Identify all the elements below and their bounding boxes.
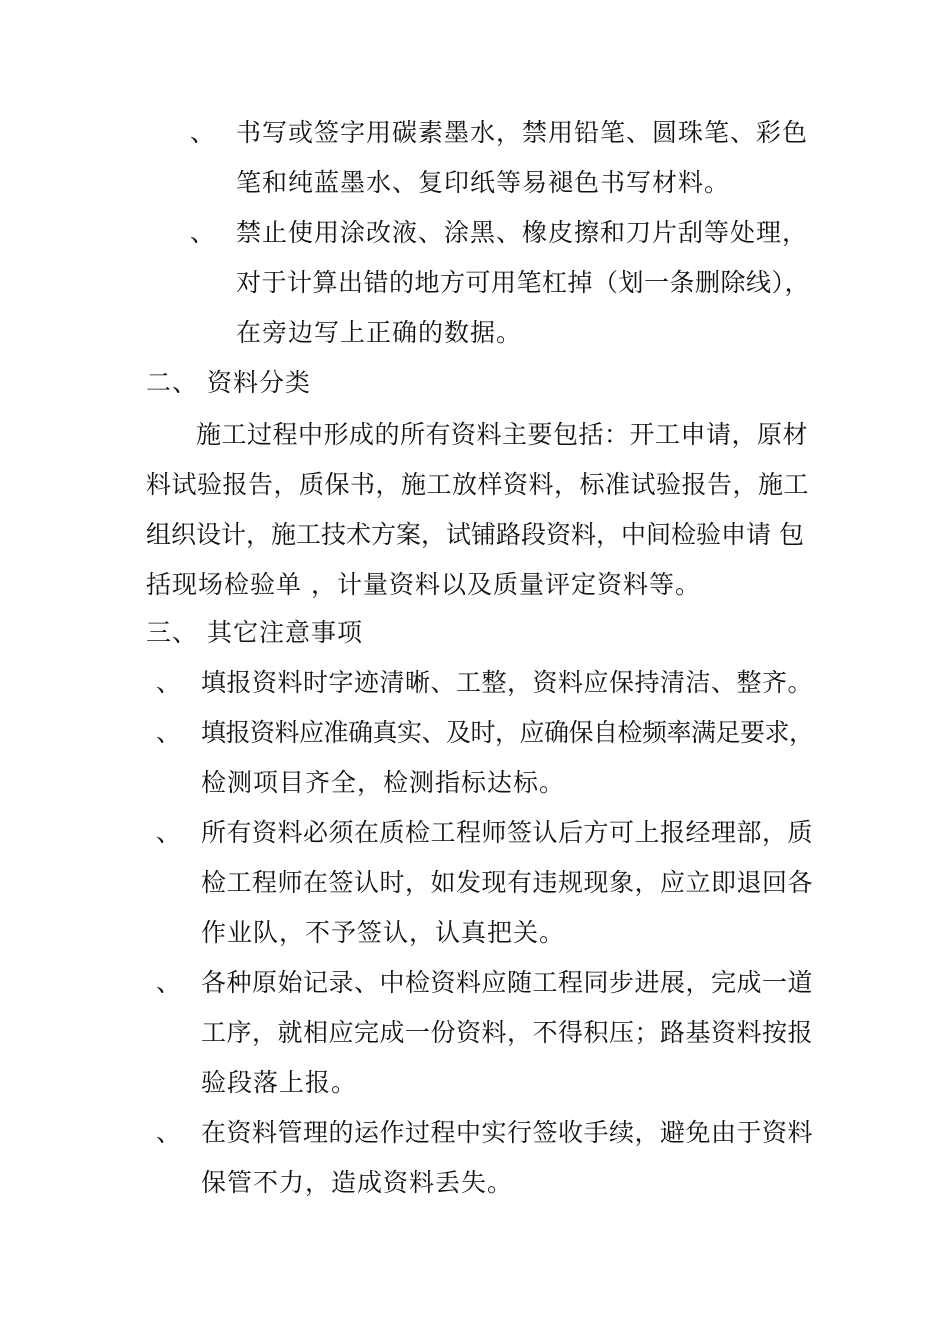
paragraph-line: 括现场检验单 ，计量资料以及质量评定资料等。 <box>146 570 701 599</box>
list-item-line: 检测项目齐全，检测指标达标。 <box>201 768 566 797</box>
list-marker: 、 <box>156 818 182 847</box>
paragraph-line: 施工过程中形成的所有资料主要包括：开工申请，原材 <box>196 420 809 449</box>
list-item-line: 作业队，不予签认，认真把关。 <box>201 918 566 947</box>
list-marker: 、 <box>156 668 182 697</box>
section-heading: 二、 资料分类 <box>146 368 311 397</box>
paragraph-line: 组织设计，施工技术方案，试铺路段资料，中间检验申请 包 <box>146 520 804 549</box>
list-item-line: 工序，就相应完成一份资料，不得积压；路基资料按报 <box>201 1018 814 1047</box>
list-item-line: 对于计算出错的地方可用笔杠掉（划一条删除线）， <box>236 268 811 297</box>
list-item-line: 在资料管理的运作过程中实行签收手续，避免由于资料 <box>201 1118 814 1147</box>
list-item-line: 填报资料应准确真实、及时，应确保自检频率满足要求， <box>201 718 814 747</box>
list-marker: 、 <box>190 118 216 147</box>
list-item-line: 保管不力，造成资料丢失。 <box>201 1168 514 1197</box>
list-item-line: 各种原始记录、中检资料应随工程同步进展，完成一道 <box>201 968 814 997</box>
paragraph-line: 料试验报告，质保书，施工放样资料，标准试验报告，施工 <box>146 470 810 499</box>
list-item-line: 填报资料时字迹清晰、工整，资料应保持清洁、整齐。 <box>201 668 814 697</box>
list-item-line: 书写或签字用碳素墨水，禁用铅笔、圆珠笔、彩色 <box>236 118 809 147</box>
section-heading: 三、 其它注意事项 <box>146 618 363 647</box>
list-marker: 、 <box>156 718 182 747</box>
list-item-line: 禁止使用涂改液、涂黑、橡皮擦和刀片刮等处理， <box>236 218 809 247</box>
list-item-line: 所有资料必须在质检工程师签认后方可上报经理部，质 <box>201 818 814 847</box>
list-marker: 、 <box>190 218 216 247</box>
list-marker: 、 <box>156 1118 182 1147</box>
list-item-line: 笔和纯蓝墨水、复印纸等易褪色书写材料。 <box>236 168 731 197</box>
list-item-line: 检工程师在签认时，如发现有违规现象，应立即退回各 <box>201 868 814 897</box>
list-item-line: 验段落上报。 <box>201 1068 358 1097</box>
list-item-line: 在旁边写上正确的数据。 <box>236 318 523 347</box>
list-marker: 、 <box>156 968 182 997</box>
